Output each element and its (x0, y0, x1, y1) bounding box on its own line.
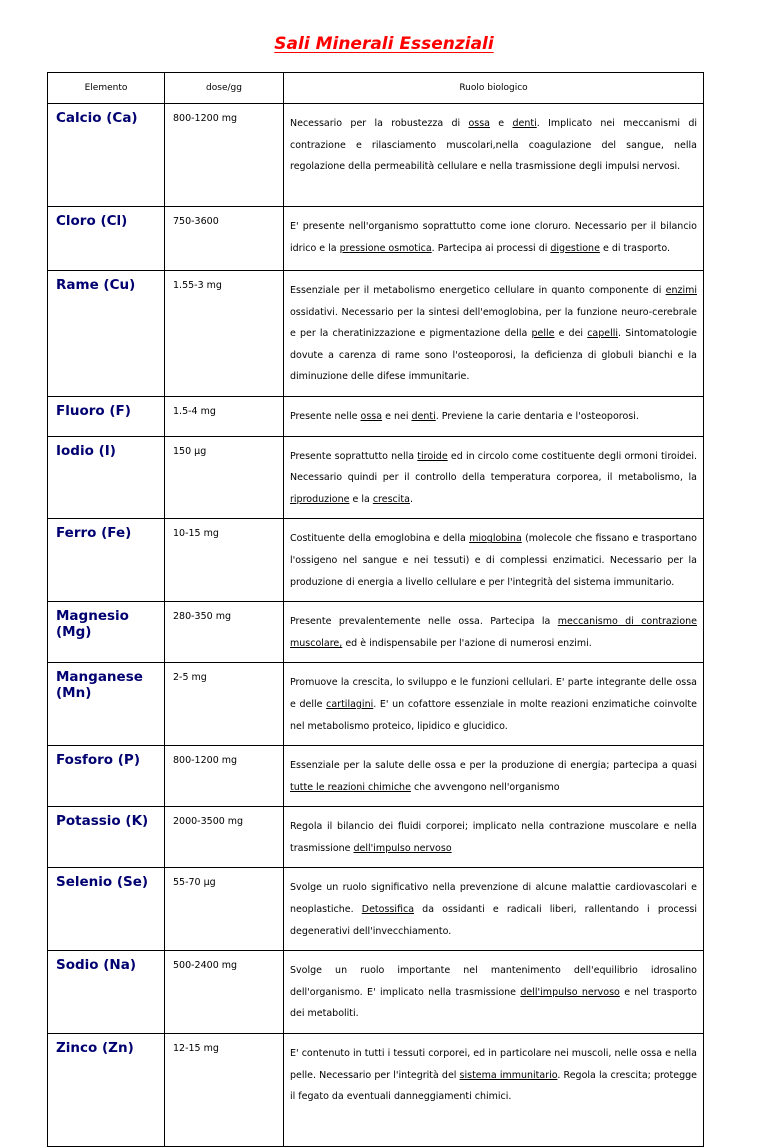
role-text: Promuove la crescita, lo sviluppo e le funzioni cellulari. E' parte integrante delle ossa e delle (290, 677, 697, 710)
element-dose: 280-350 mg (165, 602, 284, 663)
element-role (284, 396, 704, 436)
role-text: . Sintomatologie dovute a carenza di rame sono l'osteoporosi, la deficienza di globuli bianchi e la diminuzione delle difese immunitarie. (290, 328, 698, 383)
table-row (48, 396, 704, 436)
header-dose: dose/gg (165, 73, 284, 104)
page-title: Sali Minerali Essenziali (274, 34, 494, 54)
role-underlined-term: meccanismo di contrazione muscolare, (290, 616, 697, 649)
element-name: Fluoro (F) (48, 396, 165, 436)
role-underlined-term: tutte le reazioni chimiche (290, 781, 411, 793)
minerals-table (47, 72, 704, 1147)
table-row (48, 1034, 704, 1147)
role-text: ossidativi. Necessario per la sintesi dell'emoglobina, per la funzione neuro-cerebrale e per la cheratinizzazione e pigmentazione della (290, 306, 697, 340)
role-underlined-term: tiroide (417, 450, 448, 462)
role-text: . Regola la crescita; protegge il fegato da eventuali danneggiamenti chimici. (290, 1069, 697, 1103)
role-text: e la (349, 493, 373, 505)
header-role: Ruolo biologico (284, 73, 704, 104)
role-text: . Partecipa ai processi di (431, 242, 551, 254)
role-text: e (490, 118, 513, 129)
element-name: Rame (Cu) (48, 271, 165, 397)
element-dose: 2000-3500 mg (165, 807, 284, 868)
element-name: Iodio (I) (48, 436, 165, 519)
element-name: Cloro (Cl) (48, 207, 165, 271)
role-underlined-term: digestione (550, 242, 600, 254)
element-name: Manganese (Mn) (48, 663, 165, 746)
element-role (284, 951, 704, 1034)
table-header-row (48, 73, 704, 104)
element-name: Selenio (Se) (48, 868, 165, 951)
element-dose: 55-70 µg (165, 868, 284, 951)
role-underlined-term: dell'impulso nervoso (353, 842, 452, 854)
role-underlined-term: pressione osmotica (339, 242, 432, 254)
element-name: Fosforo (P) (48, 746, 165, 807)
role-text: Svolge un ruolo significativo nella prevenzione di alcune malattie cardiovascolari e neoplastiche. (290, 882, 697, 916)
role-text: E' contenuto in tutti i tessuti corporei, ed in particolare nei muscoli, nelle ossa e nella pelle. Necessario per l'integrità del (290, 1048, 697, 1081)
role-underlined-term: pelle (531, 328, 555, 340)
role-underlined-term: ossa (468, 118, 490, 129)
table-row (48, 519, 704, 602)
element-dose: 10-15 mg (165, 519, 284, 602)
table-body (48, 104, 704, 1147)
role-text: (molecole che fissano e trasportano l'ossigeno nel sangue e nei tessuti) e di complessi enzimatici. Necessario per la produzione di energia a livello cellulare e per l'integrità del sistema immunitario. (290, 533, 697, 588)
role-underlined-term: denti (411, 410, 436, 422)
role-text: Presente prevalentemente nelle ossa. Partecipa la (290, 616, 558, 628)
element-dose: 800-1200 mg (165, 746, 284, 807)
role-text: ed in circolo come costituente degli ormoni tiroidei. Necessario quindi per il controllo della temperatura corporea, il metabolismo, la (290, 450, 697, 484)
role-text: che avvengono nell'organismo (410, 781, 560, 793)
role-text: Svolge un ruolo importante nel mantenimento dell'equilibrio idrosalino dell'organismo. E' implicato nella trasmissione (290, 965, 697, 998)
role-text: e nel trasporto dei metaboliti. (290, 986, 697, 1020)
role-underlined-term: enzimi (665, 285, 697, 296)
table-row (48, 207, 704, 271)
element-name: Sodio (Na) (48, 951, 165, 1034)
role-text: Costituente della emoglobina e della (290, 533, 470, 545)
role-text: . E' un cofattore essenziale in molte reazioni enzimatiche coinvolte nel metabolismo proteico, lipidico e glucidico. (290, 698, 697, 732)
element-name: Ferro (Fe) (48, 519, 165, 602)
role-underlined-term: denti (512, 118, 537, 129)
element-role (284, 271, 704, 397)
role-text: Presente nelle (290, 410, 361, 422)
element-role (284, 807, 704, 868)
role-text: . (409, 493, 413, 505)
element-dose: 500-2400 mg (165, 951, 284, 1034)
element-role (284, 1034, 704, 1147)
role-text: ed è indispensabile per l'azione di numerosi enzimi. (342, 637, 592, 649)
role-text: Essenziale per la salute delle ossa e per la produzione di energia; partecipa a quasi (290, 760, 697, 772)
role-text: Presente soprattutto nella (290, 450, 418, 462)
role-underlined-term: dell'impulso nervoso (520, 986, 620, 998)
element-name: Potassio (K) (48, 807, 165, 868)
header-element: Elemento (48, 73, 165, 104)
element-dose: 2-5 mg (165, 663, 284, 746)
role-underlined-term: Detossifica (361, 904, 415, 916)
table-row (48, 436, 704, 519)
role-text: . Previene la carie dentaria e l'osteoporosi. (435, 410, 639, 422)
table-row (48, 104, 704, 207)
role-text: e di trasporto. (599, 242, 671, 254)
element-dose: 1.5-4 mg (165, 396, 284, 436)
role-underlined-term: cartilagini (326, 698, 374, 710)
role-underlined-term: riproduzione (290, 493, 350, 505)
table-row (48, 951, 704, 1034)
role-underlined-term: sistema immunitario (459, 1069, 558, 1081)
element-name: Zinco (Zn) (48, 1034, 165, 1147)
role-text: Essenziale per il metabolismo energetico cellulare in quanto componente di (290, 285, 666, 296)
role-text: Necessario per la robustezza di (290, 118, 469, 129)
table-row (48, 663, 704, 746)
table-row (48, 807, 704, 868)
table-row (48, 602, 704, 663)
element-role (284, 868, 704, 951)
role-text: e nei (382, 410, 412, 422)
role-underlined-term: capelli (587, 328, 619, 340)
role-text: E' presente nell'organismo soprattutto come ione cloruro. Necessario per il bilancio idrico e la (290, 221, 697, 254)
role-underlined-term: crescita (372, 493, 410, 505)
table-row (48, 868, 704, 951)
element-role (284, 207, 704, 271)
table-row (48, 271, 704, 397)
role-text: e dei (554, 328, 588, 340)
element-dose: 800-1200 mg (165, 104, 284, 207)
element-dose: 1.55-3 mg (165, 271, 284, 397)
role-text: . Implicato nei meccanismi di contrazione e rilasciamento muscolari,nella coagulazione del sangue, nella regolazione della permeabilità cellulare e nella trasmissione degli impulsi nervosi. (290, 118, 698, 173)
element-role (284, 602, 704, 663)
element-name: Calcio (Ca) (48, 104, 165, 207)
element-role (284, 519, 704, 602)
element-role (284, 436, 704, 519)
element-dose: 750-3600 (165, 207, 284, 271)
element-role (284, 663, 704, 746)
element-dose: 150 µg (165, 436, 284, 519)
element-dose: 12-15 mg (165, 1034, 284, 1147)
role-underlined-term: ossa (360, 410, 383, 422)
table-row (48, 746, 704, 807)
role-underlined-term: mioglobina (469, 533, 522, 545)
element-name: Magnesio (Mg) (48, 602, 165, 663)
element-role (284, 746, 704, 807)
role-text: Regola il bilancio dei fluidi corporei; implicato nella contrazione muscolare e nella trasmissione (290, 821, 697, 854)
element-role (284, 104, 704, 207)
role-text: da ossidanti e radicali liberi, rallentando i processi degenerativi dell'invecchiamento. (290, 904, 697, 937)
